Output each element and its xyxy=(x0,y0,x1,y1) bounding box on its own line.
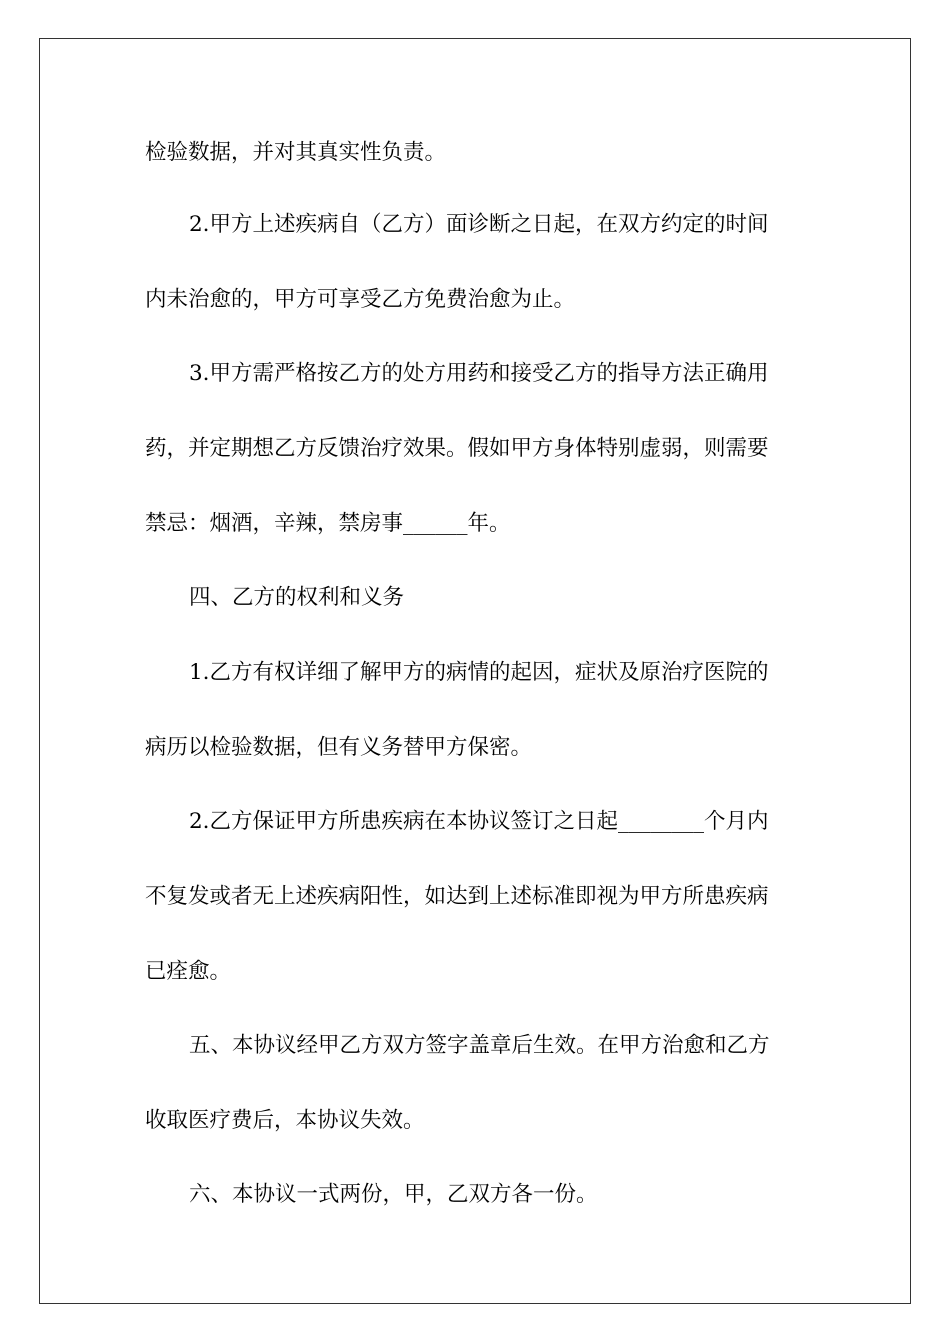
text-line: 2.乙方保证甲方所患疾病在本协议签订之日起________个月内 xyxy=(189,809,769,834)
text-line: 药，并定期想乙方反馈治疗效果。假如甲方身体特别虚弱，则需要 xyxy=(145,436,769,461)
text-line: 禁忌：烟酒，辛辣，禁房事______年。 xyxy=(145,511,511,536)
text-line: 内未治愈的，甲方可享受乙方免费治愈为止。 xyxy=(145,287,576,312)
text-line: 2.甲方上述疾病自（乙方）面诊断之日起，在双方约定的时间 xyxy=(189,212,769,237)
text-line: 病历以检验数据，但有义务替甲方保密。 xyxy=(145,735,533,760)
text-line: 3.甲方需严格按乙方的处方用药和接受乙方的指导方法正确用 xyxy=(189,361,769,386)
text-line: 1.乙方有权详细了解甲方的病情的起因，症状及原治疗医院的 xyxy=(189,660,769,685)
section-heading: 四、乙方的权利和义务 xyxy=(189,585,405,610)
text-line: 已痊愈。 xyxy=(145,959,232,984)
text-line: 不复发或者无上述疾病阳性，如达到上述标准即视为甲方所患疾病 xyxy=(145,884,769,909)
text-line: 五、本协议经甲乙方双方签字盖章后生效。在甲方治愈和乙方 xyxy=(189,1033,770,1058)
text-line: 检验数据，并对其真实性负责。 xyxy=(145,140,447,165)
text-line: 收取医疗费后，本协议失效。 xyxy=(145,1108,425,1133)
text-line: 六、本协议一式两份，甲，乙双方各一份。 xyxy=(189,1182,598,1207)
